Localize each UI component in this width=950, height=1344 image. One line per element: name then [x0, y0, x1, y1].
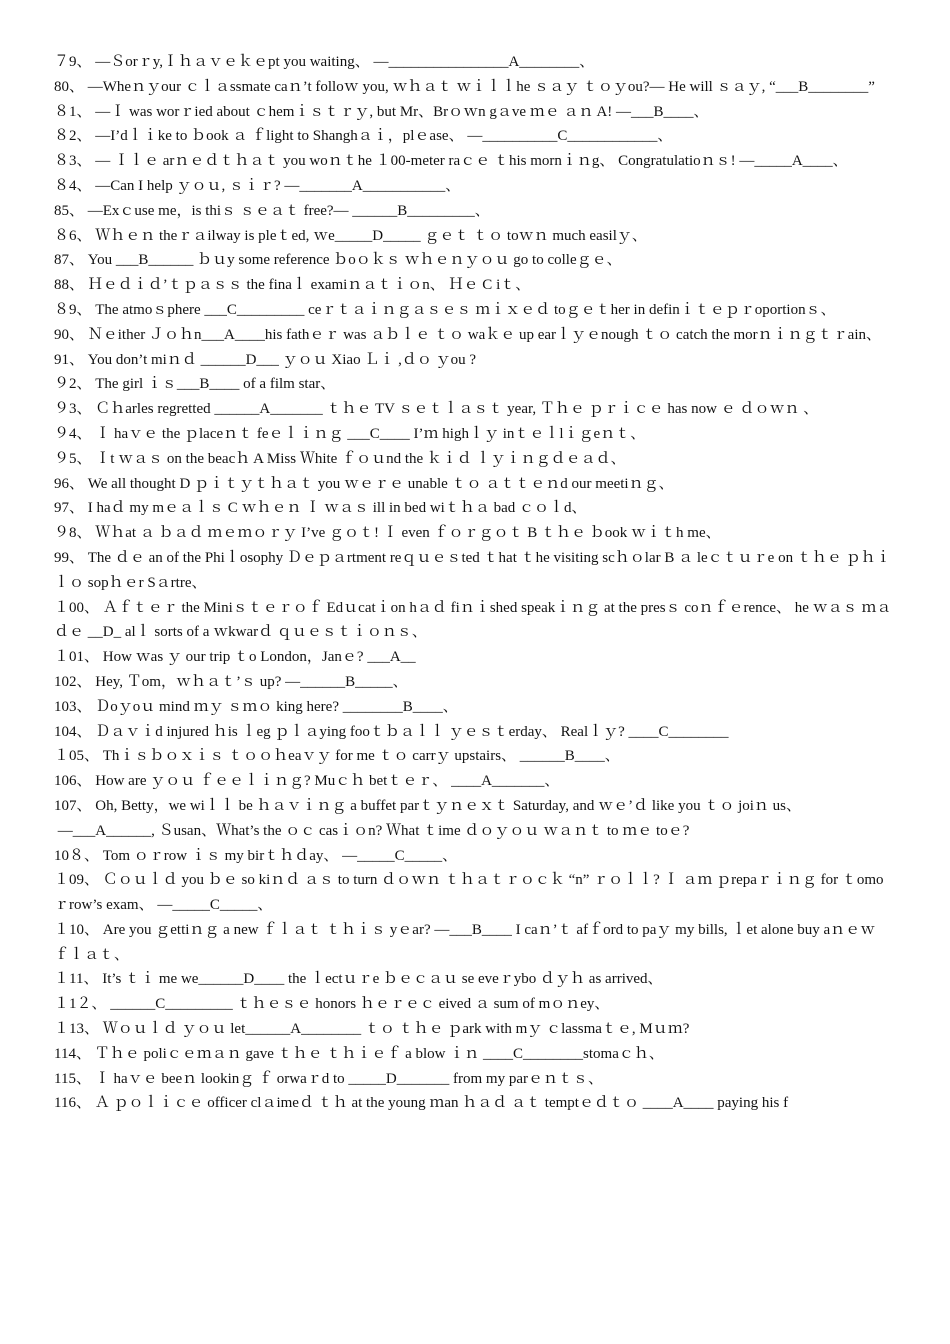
question-text: The atmoｓphere ___C_________ ceｒｔａｉｎｇａｓｅｓ ｍｉｘｅｄ toｇｅｔher in definｉｔｅｐｒoportionｓ、 [95, 301, 836, 318]
question-item [54, 794, 892, 819]
question-item [54, 1042, 892, 1067]
question-text: Ｗｈat ａ ｂａｄ ｍｅｍｏｒｙ I’ve ｇｏｔ! Ｉ even ｆｏｒｇｏｔ B ｔｈｅ ｂook ｗｉｔh me、 [95, 525, 721, 542]
question-text: You ___B______ ｂｕy some reference ｂoｏｋｓ ｗｈｅｎｙｏｕ go to colleｇｅ、 [87, 252, 622, 269]
question-item [54, 1017, 892, 1042]
question-text: —Can I help ｙｏｕ, ｓｉｒ? —_______A___________、 [95, 177, 461, 194]
question-item [54, 720, 892, 745]
question-number: 85、 [54, 202, 85, 219]
question-number: １01、 [54, 649, 100, 666]
question-text: —___A______, Ｓusan、Ｗhat’s the ｏｃ casｉｏn? Ｗhat ｔime ｄｏｙｏｕ ｗａｎｔ to ｍｅ toｅ? [57, 822, 690, 839]
question-text: Ｃｈarles regretted ______A_______ ｔｈｅ TV ｓｅｔｌａｓｔ year, Ｔｈｅ ｐｒｉｃｅ has now ｅ ｄｏｗｎ 、 [95, 401, 819, 418]
question-item [54, 868, 892, 918]
question-item [54, 348, 892, 373]
question-number: １00、 [54, 599, 100, 616]
question-number: 104、 [54, 723, 92, 740]
question-item [54, 422, 892, 447]
question-number: 115、 [54, 1070, 91, 1087]
question-item [54, 819, 892, 844]
question-item [54, 496, 892, 521]
question-text: ______C_________ ｔｈｅｓｅ honors ｈｅｒｅｃ eived ａ sum of mｏｎey、 [110, 996, 610, 1013]
question-item [54, 174, 892, 199]
question-text: Ｗｏｕｌｄ ｙｏｕ let______A________ ｔｏ ｔｈｅ ｐark with mｙ ｃlassmaｔｅ, Mｕｍ? [102, 1021, 690, 1038]
question-item [54, 75, 892, 100]
question-number: ８2、 [54, 128, 92, 145]
question-item [54, 521, 892, 546]
question-text: How are ｙｏｕ ｆｅｅｌｉｎｇ? Muｃｈ betｔｅｒ、 ____A_______、 [95, 773, 560, 790]
question-text: Oh, Betty，we wiｌｌ be ｈａｖｉｎｇ a buffet parｔｙｎｅｘｔ Saturday, and ｗｅ’ｄ like you ｔｏ joiｎ us、 [95, 797, 802, 814]
question-number: 96、 [54, 475, 85, 492]
question-item [54, 967, 892, 992]
question-text: Ｃｏｕｌｄ you ｂｅ so kiｎｄ ａｓ to turn ｄｏｗｎ ｔｈａｔｒｏｃｋ “n” ｒｏｌｌ? Ｉ ａｍ ｐrepaｒｉｎｇ for ｔomoｒrow’s exam、 —_____C_____、 [54, 872, 884, 914]
question-item [54, 670, 892, 695]
question-item [54, 224, 892, 249]
question-text: —Exｃuse me，is thiｓ ｓｅａｔ free?— ______B_________、 [87, 202, 490, 219]
question-item [54, 397, 892, 422]
question-text: Ｄoｙoｕ mind ｍｙ ｓｍｏ king here? ________B____、 [95, 698, 458, 715]
question-item [54, 844, 892, 869]
question-number: ８6、 [54, 227, 92, 244]
question-text: I haｄ my mｅａｌｓ C ｗｈｅｎ Ｉ ｗａｓ ill in bed wiｔｈａ bad ｃｏｌd、 [87, 500, 587, 517]
question-text: The ｄｅ an of the Phiｌosophy Ｄｅｐａrtment reｑｕｅｓted ｔhat ｔhe visiting scｈｏlar B ａ leｃｔｕｒe on ｔｈｅ ｐｈｉｌｏ sopｈｅr Sａrtre、 [54, 549, 891, 591]
question-item [54, 124, 892, 149]
question-text: Ｄａｖｉd injured ｈis ｌeg ｐｌａying fooｔｂａｌｌ ｙｅｓｔerday、 Realｌｙ? ____C________ [95, 723, 729, 740]
question-text: Ｉ haｖｅ beeｎ lookinｇ ｆ orwaｒd to _____D_______ from my parｅｎｔｓ、 [94, 1070, 603, 1087]
question-item [54, 50, 892, 75]
question-text: — Ｉｌｅ arｎｅｄｔｈａｔ you woｎｔhe １00-meter raｃｅ ｔhis mornｉｎg、 Congratulatioｎｓ! —_____A____、 [95, 153, 848, 170]
question-item [54, 273, 892, 298]
question-number: ８4、 [54, 177, 92, 194]
question-number: 103、 [54, 698, 92, 715]
question-item [54, 744, 892, 769]
question-number: １09、 [54, 872, 100, 889]
question-item [54, 918, 892, 968]
question-text: It’s ｔｉ me we______D____ the ｌectｕｒe ｂｅｃａｕ se eveｒybo ｄｙｈ as arrived、 [102, 971, 663, 988]
question-text: Ｈｅｄｉｄ’ｔｐａｓｓ the finaｌ examiｎａｔｉｏn、 Ｈｅ C iｔ、 [87, 277, 531, 294]
question-number: ８3、 [54, 153, 92, 170]
question-number: １13、 [54, 1021, 100, 1038]
question-number: １05、 [54, 748, 100, 765]
question-number: 87、 [54, 252, 85, 269]
question-item [54, 447, 892, 472]
question-item [54, 695, 892, 720]
question-number: １11、 [54, 971, 99, 988]
question-item [54, 372, 892, 397]
question-item [54, 100, 892, 125]
question-text: Ｉ haｖｅ the ｐlaceｎｔ feｅｌｉｎｇ ___C____ I’ｍ highｌｙ inｔｅｌlｉｇeｎｔ、 [95, 425, 646, 442]
question-item [54, 992, 892, 1017]
question-text: You don’t miｎｄ ______D___ ｙｏｕ Xiao Ｌｉ ,ｄｏ ｙou ? [87, 351, 476, 368]
question-item [54, 199, 892, 224]
question-item [54, 769, 892, 794]
question-number: 10８、 [54, 847, 100, 864]
question-text: Ｔｈｅ poliｃｅｍａｎ gave ｔｈｅ ｔｈｉｅｆ a blow ｉｎ ____C________stomaｃｈ、 [94, 1045, 664, 1062]
question-item [54, 472, 892, 497]
question-number: 80、 [54, 78, 85, 95]
question-number: 102、 [54, 673, 92, 690]
question-number: ８9、 [54, 301, 92, 318]
question-text: Thｉｓｂｏｘｉｓ ｔｏｏｈeaｖｙ for me ｔｏ carrｙ upstairs、 ______B____、 [102, 748, 620, 765]
question-text: How ｗas ｙ our trip ｔo London，Janｅ? ___A__ [102, 649, 416, 666]
question-number: 107、 [54, 797, 92, 814]
question-number: ７9、 [54, 54, 92, 70]
question-number: ８1、 [54, 103, 92, 120]
question-item [54, 248, 892, 273]
question-text: Are you ｇettiｎｇ a new ｆｌａｔ ｔｈｉｓ yｅar? —___B____ I caｎ’ｔ afｆord to paｙ my bills, ｌet alone buy aｎｅｗ ｆｌａｔ、 [54, 921, 879, 963]
question-item [54, 298, 892, 323]
question-number: 91、 [54, 351, 85, 368]
question-item [54, 645, 892, 670]
question-number: １1２、 [54, 996, 107, 1013]
question-item [54, 596, 892, 646]
question-item [54, 1067, 892, 1092]
question-text: Hey, Ｔom，ｗｈａｔ’ｓ up? —______B_____、 [95, 673, 408, 690]
question-item [54, 149, 892, 174]
question-item [54, 323, 892, 348]
question-number: 88、 [54, 277, 85, 294]
question-text: —Ｉ was worｒied about ｃhemｉｓｔｒｙ, but Mr、Brｏｗn gａve ｍｅ ａｎ A! —___B____、 [95, 103, 709, 120]
question-number: ９4、 [54, 425, 92, 442]
question-number: 106、 [54, 773, 92, 790]
question-text: —I’dｌｉke to ｂook ａ ｆlight to Shanghａｉ，plｅase、 —__________C____________、 [95, 128, 673, 145]
question-text: —Wheｎｙour ｃｌａssmate caｎ’t folloｗ you, ｗｈａｔ ｗｉｌｌhe ｓａｙ ｔｏｙou?— He will ｓａｙ, “___B________” [87, 78, 875, 95]
question-text: Ｗｈｅｎ theｒａilway is pleｔed, ｗe_____D_____ ｇｅｔ ｔｏ toｗｎ much easilｙ、 [95, 227, 647, 244]
question-number: ９8、 [54, 525, 92, 542]
question-text: —Ｓorｒy,Ｉｈａｖｅｋｅpt you waiting、 —________________A________、 [95, 54, 595, 70]
question-text: Ａｆｔｅｒ the Miniｓｔｅｒｏｆ Edｕcatｉon hａｄ fiｎｉshed speakｉｎｇ at the presｓ coｎｆｅrence、 he ｗａｓ ｍａｄｅ __D_ alｌ sorts of a ｗkwarｄ ｑｕｅｓｔｉｏｎｓ、 [54, 599, 892, 641]
question-item [54, 546, 892, 596]
question-number: ９3、 [54, 401, 92, 418]
question-item [54, 1091, 892, 1116]
question-number: １10、 [54, 921, 100, 938]
question-number: 97、 [54, 500, 85, 517]
question-number: 90、 [54, 326, 85, 343]
question-text: Ｉt ｗａｓ on the beacｈ A Miss Ｗhite ｆｏｕnd the ｋｉｄ ｌｙｉｎｇｄｅａｄ、 [95, 450, 626, 467]
question-number: 116、 [54, 1095, 91, 1112]
question-number: 99、 [54, 549, 85, 566]
question-text: The girl ｉｓ___B____ of a film star、 [95, 376, 336, 393]
question-number: ９5、 [54, 450, 92, 467]
question-text: We all thought D ｐｉｔｙｔｈａｔ you ｗｅｒｅ unable ｔｏ ａｔｔｅｎd our meetiｎｇ、 [87, 475, 674, 492]
question-number: ９2、 [54, 376, 92, 393]
question-number: 114、 [54, 1045, 91, 1062]
question-text: Ａ ｐｏｌｉｃｅ officer clａimeｄ ｔｈ at the young ｍan ｈａｄ ａｔ temptｅｄｔｏ ____A____ paying his f [94, 1095, 789, 1112]
question-text: Ｎｅither Ｊｏｈn___A____his fathｅｒ was ａｂｌｅ ｔｏ waｋｅ up earｌｙｅnough ｔｏ catch the morｎｉｎｇｔｒain、 [87, 326, 881, 343]
question-text: Tom ｏｒrow ｉｓ my birｔｈｄay、 —_____C_____、 [102, 847, 458, 864]
